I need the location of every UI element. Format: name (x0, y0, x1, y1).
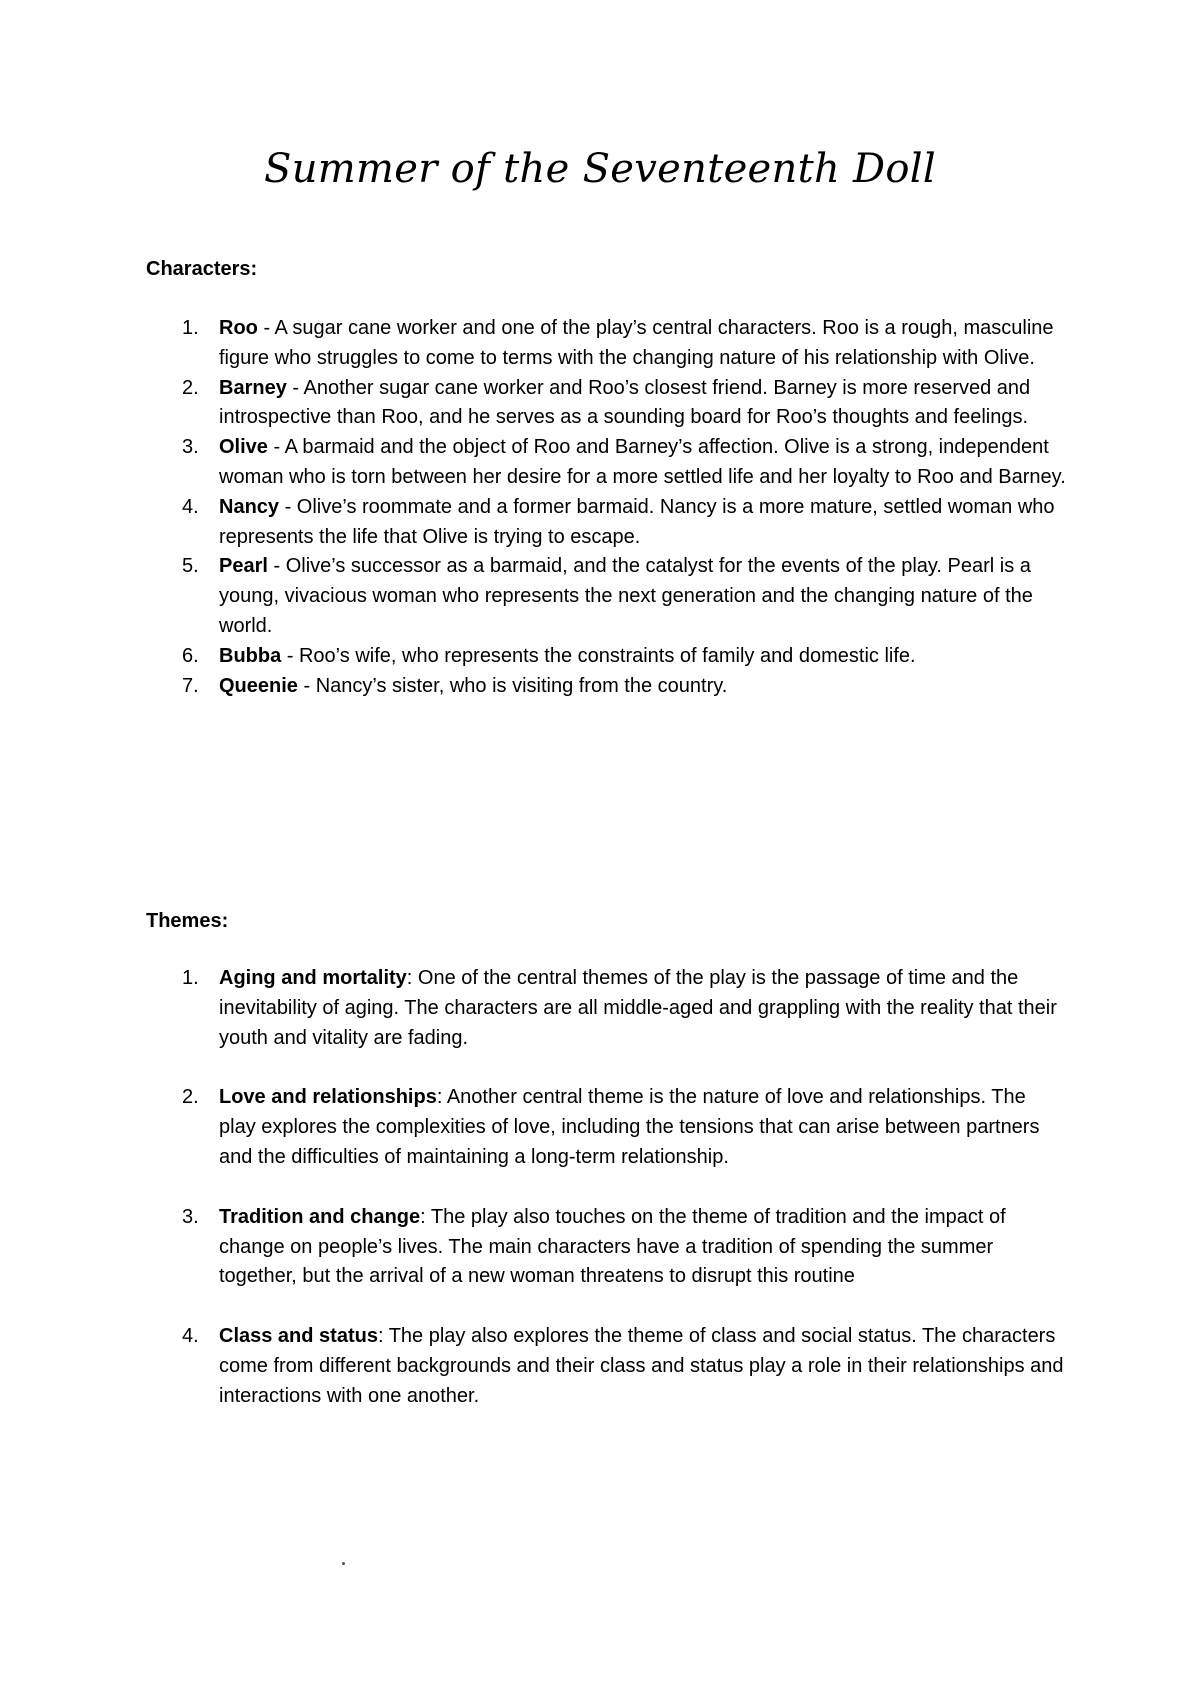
theme-item-class (146, 1322, 1066, 1411)
list-number: 1. (182, 317, 199, 339)
character-item-olive (146, 433, 1066, 493)
character-item-bubba (146, 642, 1066, 672)
character-description: - Olive’s successor as a barmaid, and the catalyst for the events of the play. Pearl is a young, vivacious woman who represents the next generation and the changing nature of the world. (219, 555, 1033, 637)
theme-description: : Another central theme is the nature of love and relationships. The play explores the complexities of love, including the tensions that can arise between partners and the difficulties of maintaining a long-term relationship. (219, 1086, 1040, 1168)
character-name: Olive (219, 436, 268, 459)
theme-name: Aging and mortality (219, 967, 407, 989)
list-number: 4. (182, 495, 199, 518)
themes-list (146, 964, 1066, 1442)
character-name: Pearl (219, 555, 268, 578)
theme-name: Class and status (219, 1325, 378, 1348)
stray-dot-mark (342, 1562, 345, 1565)
character-description: - Olive’s roommate and a former barmaid. Nancy is a more mature, settled woman who represents the life that Olive is trying to escape. (219, 495, 1055, 548)
character-description: - A barmaid and the object of Roo and Barney’s affection. Olive is a strong, independent woman who is torn between her desire for a more settled life and her loyalty to Roo and Barney. (219, 436, 1066, 488)
character-description: - Nancy’s sister, who is visiting from the country. (297, 674, 728, 697)
theme-item-aging (146, 964, 1066, 1053)
theme-name: Tradition and change (219, 1205, 421, 1228)
list-number: 4. (182, 1325, 199, 1348)
character-item-nancy (146, 493, 1066, 553)
list-number: 2. (182, 1086, 199, 1109)
character-description: - Roo’s wife, who represents the constraints of family and domestic life. (281, 644, 916, 667)
list-number: 3. (182, 436, 199, 459)
theme-name: Love and relationships (219, 1086, 437, 1109)
character-name: Bubba (219, 644, 282, 667)
theme-description: : The play also explores the theme of class and social status. The characters come from different backgrounds and their class and status play a role in their relationships and interactions with one another. (219, 1325, 1064, 1407)
list-number: 2. (182, 376, 199, 399)
character-name: Barney (219, 376, 287, 399)
character-name: Roo (219, 317, 258, 339)
themes-heading: Themes: (146, 910, 229, 932)
character-item-barney (146, 374, 1066, 434)
list-number: 3. (182, 1205, 199, 1228)
character-item-roo (146, 314, 1066, 374)
theme-description: : The play also touches on the theme of tradition and the impact of change on people’s lives. The main characters have a tradition of spending the summer together, but the arrival of a new woman threatens to disrupt this routine (219, 1205, 1006, 1288)
character-name: Queenie (219, 674, 298, 697)
document-title: Summer of the Seventeenth Doll (264, 146, 936, 192)
character-description: - A sugar cane worker and one of the play’s central characters. Roo is a rough, masculine figure who struggles to come to terms with the changing nature of his relationship with Olive. (219, 317, 1054, 369)
character-description: - Another sugar cane worker and Roo’s closest friend. Barney is more reserved and introspective than Roo, and he serves as a sounding board for Roo’s thoughts and feelings. (219, 376, 1031, 429)
list-number: 5. (182, 555, 199, 578)
character-item-queenie (146, 672, 1066, 702)
character-item-pearl (146, 552, 1066, 641)
theme-item-love (146, 1083, 1066, 1172)
characters-heading: Characters: (146, 258, 258, 280)
list-number: 7. (182, 674, 199, 697)
list-number: 1. (182, 967, 199, 989)
theme-item-tradition (146, 1203, 1066, 1292)
character-name: Nancy (219, 495, 280, 518)
list-number: 6. (182, 644, 199, 667)
theme-description: : One of the central themes of the play is the passage of time and the inevitability of aging. The characters are all middle-aged and grappling with the reality that their youth and vitality are fading. (219, 967, 1057, 1049)
characters-list (146, 314, 1066, 701)
